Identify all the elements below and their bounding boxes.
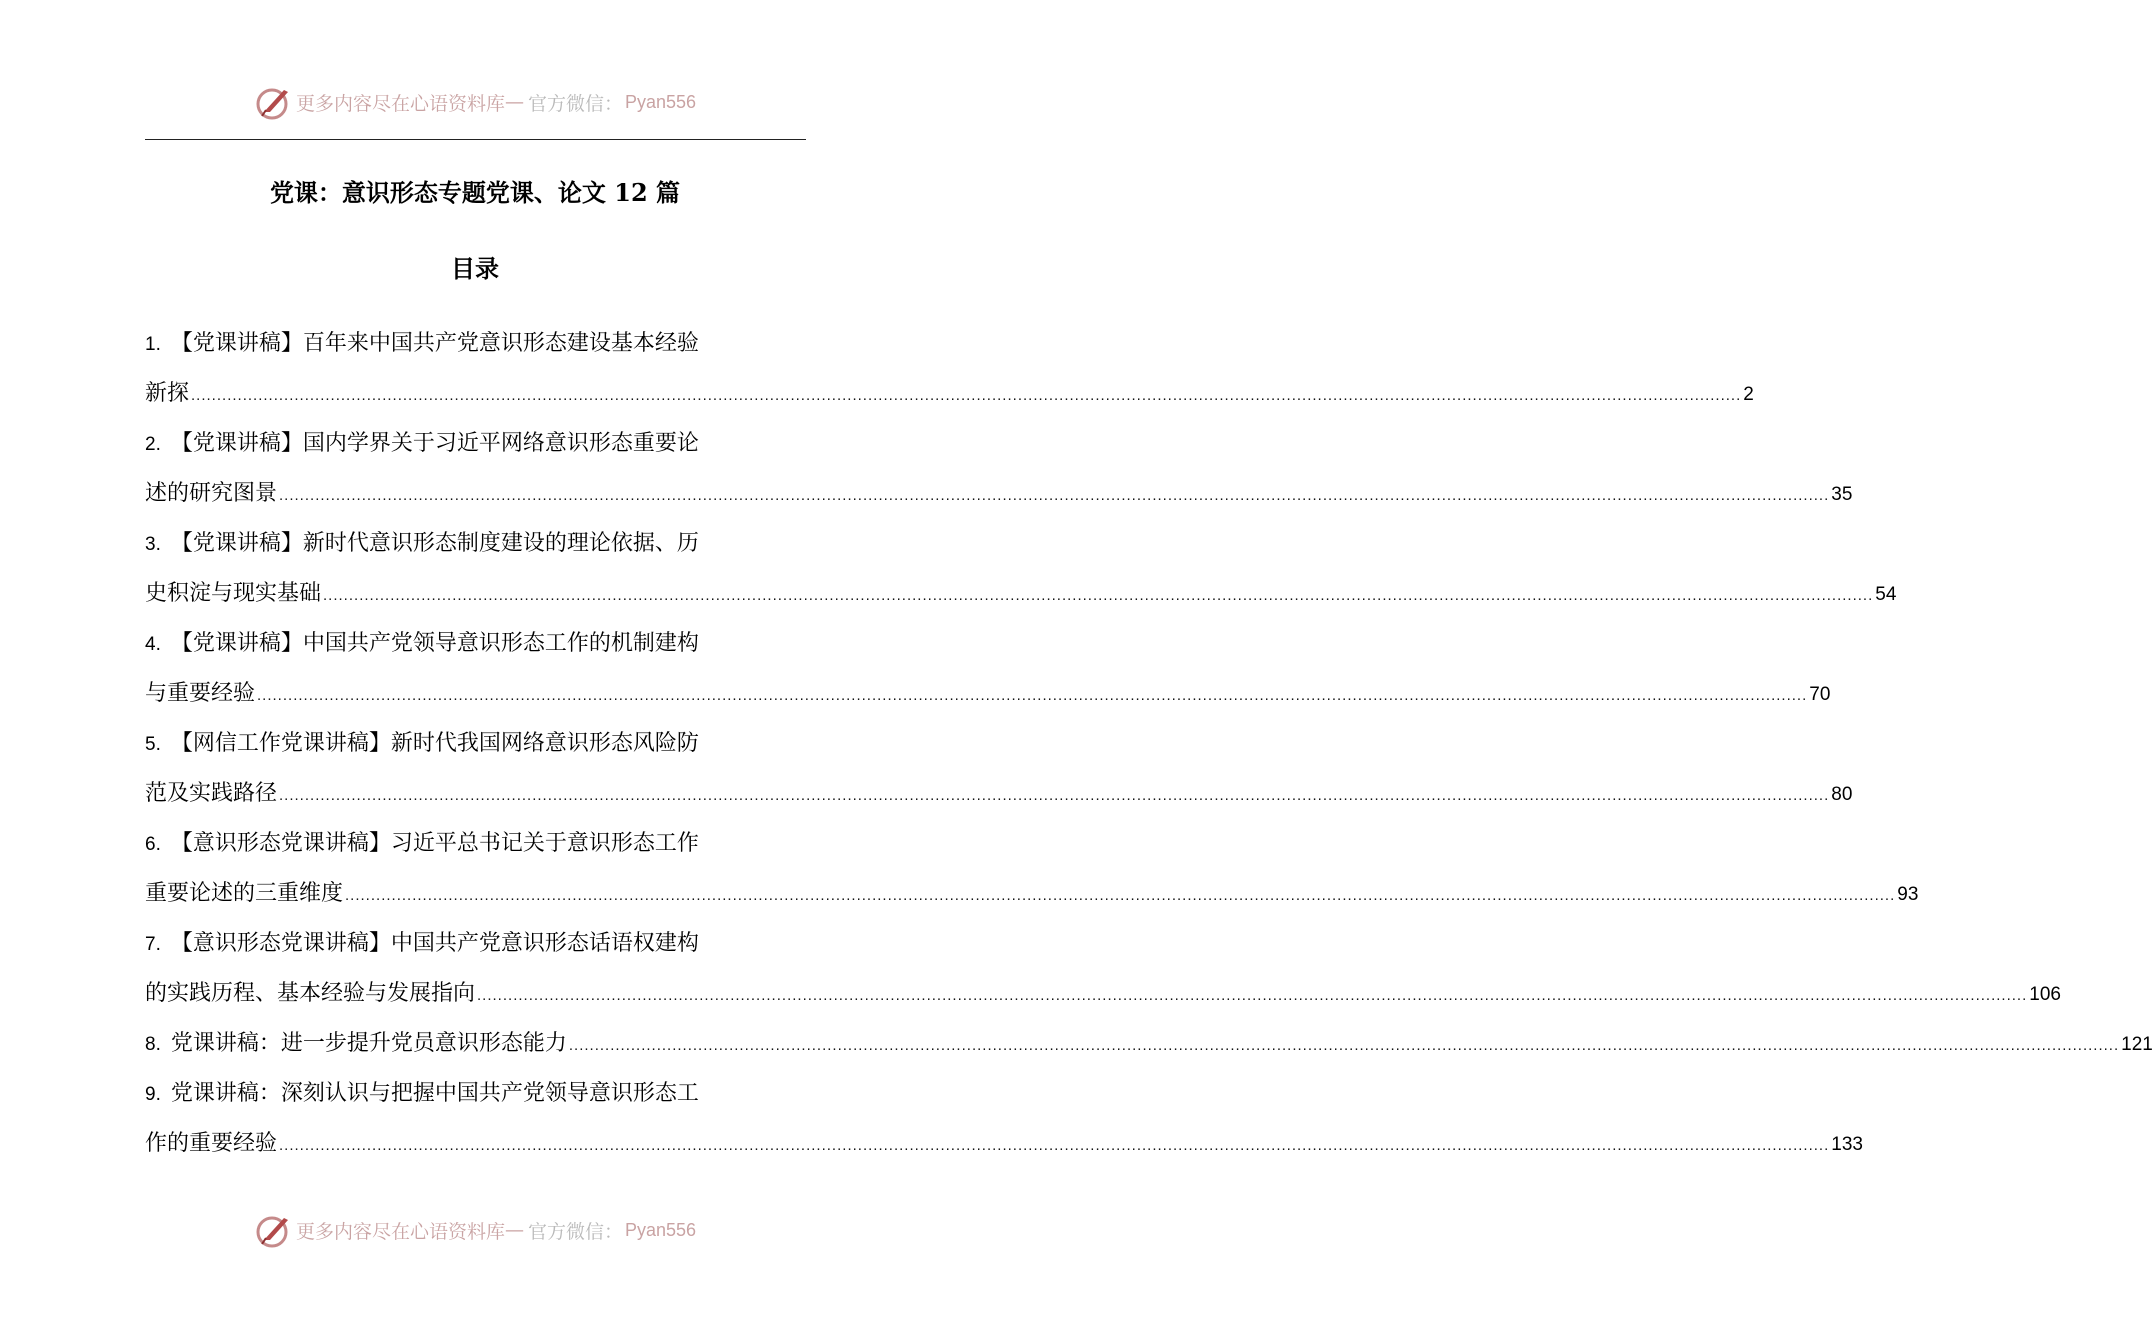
- brand-text: 更多内容尽在心语资料库: [295, 1220, 505, 1243]
- toc-entry-title-cont: 作的重要经验: [145, 1131, 278, 1156]
- toc-page-number: 106: [2029, 984, 2061, 1005]
- wechat-label: 官方微信：: [527, 1220, 623, 1243]
- toc-entry-number: 7.: [145, 934, 161, 955]
- wechat-id: Pyan556: [624, 1219, 697, 1240]
- toc-entry-title-cont: 与重要经验: [145, 681, 256, 706]
- toc-entry-line1: [145, 1069, 807, 1119]
- toc-page-number: 121: [2121, 1034, 2153, 1055]
- toc-entry-title: 【意识形态党课讲稿】习近平总书记关于意识形态工作: [170, 831, 699, 856]
- toc-entry-title: 【意识形态党课讲稿】中国共产党意识形态话语权建构: [170, 931, 699, 956]
- toc-page-number: 2: [1743, 384, 1754, 405]
- toc-entry-line2: [145, 1019, 2153, 1069]
- toc-entry-line1: [145, 919, 807, 969]
- toc-entry[interactable]: [145, 1069, 1863, 1169]
- toc-entry-title-cont: 述的研究图景: [145, 481, 278, 506]
- quill-logo-icon: [254, 82, 294, 122]
- brand-text: 更多内容尽在心语资料库: [295, 92, 505, 115]
- toc-page-number: 70: [1809, 684, 1831, 705]
- header-rule: [145, 139, 806, 140]
- toc-entry-title: 【党课讲稿】新时代意识形态制度建设的理论依据、历: [170, 531, 699, 556]
- header-watermark: [0, 82, 950, 122]
- toc-entry-number: 9.: [145, 1084, 161, 1105]
- toc-entry-line1: [145, 319, 807, 369]
- toc-entry[interactable]: [145, 519, 1897, 619]
- toc-entry-line1: [145, 419, 807, 469]
- toc-page-number: 133: [1831, 1134, 1863, 1155]
- toc-page-number: 80: [1831, 784, 1853, 805]
- toc-leader-dots: ............................................................................................................................................................................................................................................................................................................: [323, 587, 1874, 604]
- toc-entry-number: 5.: [145, 734, 161, 755]
- toc-entry-number: 2.: [145, 434, 161, 455]
- toc-entry-title: 【党课讲稿】中国共产党领导意识形态工作的机制建构: [170, 631, 699, 656]
- toc-entry-number: 6.: [145, 834, 161, 855]
- brand-separator: —: [504, 1219, 524, 1241]
- toc-page-number: 93: [1897, 884, 1919, 905]
- toc-leader-dots: ............................................................................................................................................................................................................................................................................................................: [279, 1137, 1830, 1154]
- toc-entry-line2: [145, 769, 1853, 819]
- toc-entry-title-cont: 新探: [145, 381, 190, 406]
- toc-heading: 目录: [451, 254, 499, 283]
- toc-entry[interactable]: [145, 319, 1754, 419]
- toc-entry-number: 1.: [145, 334, 161, 355]
- toc-leader-dots: ............................................................................................................................................................................................................................................................................................................: [568, 1037, 2120, 1054]
- toc-entry-line1: [145, 819, 807, 869]
- toc-entry[interactable]: [145, 919, 2061, 1019]
- toc-page-number: 35: [1831, 484, 1853, 505]
- toc-entry-title-cont: 范及实践路径: [145, 781, 278, 806]
- toc-entry-title-cont: 史积淀与现实基础: [145, 581, 322, 606]
- toc-entry[interactable]: [145, 619, 1831, 719]
- toc-entry-title: 党课讲稿：深刻认识与把握中国共产党领导意识形态工: [170, 1081, 699, 1106]
- toc-leader-dots: ............................................................................................................................................................................................................................................................................................................: [279, 487, 1830, 504]
- toc-entry-title-cont: 党课讲稿：进一步提升党员意识形态能力: [170, 1031, 567, 1056]
- toc-entry-number: 8.: [145, 1034, 161, 1055]
- toc-entry-line1: [145, 719, 807, 769]
- toc-entry[interactable]: [145, 819, 1919, 919]
- quill-logo-icon: [254, 1210, 294, 1250]
- toc-entry-title-cont: 的实践历程、基本经验与发展指向: [145, 981, 476, 1006]
- toc-entry[interactable]: [145, 719, 1853, 819]
- brand-separator: —: [504, 91, 524, 113]
- toc-leader-dots: ............................................................................................................................................................................................................................................................................................................: [345, 887, 1896, 904]
- toc-entry-line1: [145, 619, 807, 669]
- table-of-contents: [145, 319, 2153, 1169]
- toc-leader-dots: ............................................................................................................................................................................................................................................................................................................: [477, 987, 2028, 1004]
- toc-entry-line2: [145, 369, 1754, 419]
- toc-entry-line2: [145, 969, 2061, 1019]
- toc-entry-line2: [145, 469, 1853, 519]
- toc-entry-number: 3.: [145, 534, 161, 555]
- toc-leader-dots: ............................................................................................................................................................................................................................................................................................................: [257, 687, 1808, 704]
- wechat-label: 官方微信：: [527, 92, 623, 115]
- toc-leader-dots: ............................................................................................................................................................................................................................................................................................................: [279, 787, 1830, 804]
- toc-entry-line2: [145, 669, 1831, 719]
- toc-entry[interactable]: [145, 1019, 2153, 1069]
- toc-entry-line2: [145, 569, 1897, 619]
- document-title: 党课：意识形态专题党课、论文 12 篇: [269, 178, 681, 207]
- wechat-id: Pyan556: [624, 91, 697, 112]
- toc-entry-line2: [145, 1119, 1863, 1169]
- toc-page-number: 54: [1875, 584, 1897, 605]
- toc-entry-line1: [145, 519, 807, 569]
- toc-entry-title: 【党课讲稿】国内学界关于习近平网络意识形态重要论: [170, 431, 699, 456]
- toc-entry-title: 【网信工作党课讲稿】新时代我国网络意识形态风险防: [170, 731, 699, 756]
- toc-entry-title: 【党课讲稿】百年来中国共产党意识形态建设基本经验: [170, 331, 699, 356]
- toc-leader-dots: ............................................................................................................................................................................................................................................................................................................: [191, 387, 1742, 404]
- toc-entry-title-cont: 重要论述的三重维度: [145, 881, 344, 906]
- toc-entry-line2: [145, 869, 1919, 919]
- footer-watermark: [0, 1210, 950, 1250]
- toc-entry[interactable]: [145, 419, 1853, 519]
- toc-entry-number: 4.: [145, 634, 161, 655]
